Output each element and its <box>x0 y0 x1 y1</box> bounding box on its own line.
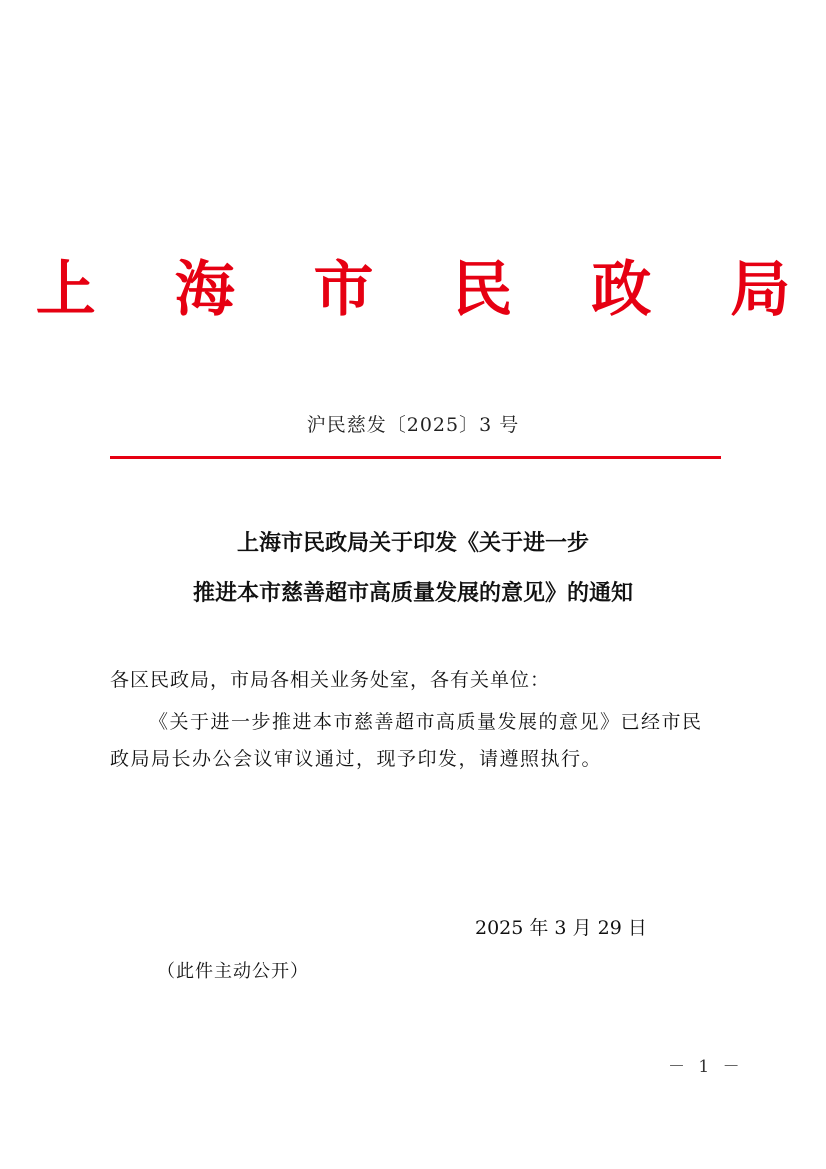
document-title-line-1: 上海市民政局关于印发《关于进一步 <box>236 530 589 556</box>
document-number: 沪民慈发〔2025〕3 号 <box>306 414 520 436</box>
document-title <box>0 518 826 618</box>
body-paragraph: 《关于进一步推进本市慈善超市高质量发展的意见》已经市民政局局长办公会议审议通过，现予印发，请遵照执行。 <box>110 711 703 770</box>
issue-date: 2025 年 3 月 29 日 <box>475 917 647 939</box>
red-divider-line <box>110 456 721 459</box>
salutation: 各区民政局，市局各相关业务处室，各有关单位： <box>110 669 551 691</box>
issuer-masthead: 上 海 市 民 政 局 <box>35 255 820 325</box>
document-title-line-2: 推进本市慈善超市高质量发展的意见》的通知 <box>192 580 633 606</box>
disclosure-note: （此件主动公开） <box>157 961 309 982</box>
page-number: － 1 － <box>668 1057 744 1077</box>
